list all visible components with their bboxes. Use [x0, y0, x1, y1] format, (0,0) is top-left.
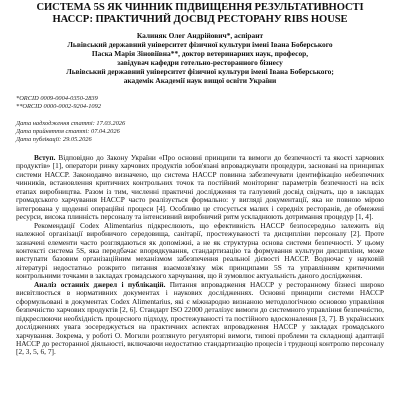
article-dates	[16, 120, 384, 144]
article-title	[16, 2, 384, 25]
author-1-name: Калиняк Олег Андрійович*, аспірант	[136, 31, 264, 40]
literature-review-text: Питання впровадження НАССР у ресторанному бізнесі широко висвітлюється в нормативних документах і наукових дослідженнях. Основні принципи системи НАССР сформульовані в документах Codex Alimentarius, які є міжнародно визнаною методологічною основою управління безпечністю харчових продуктів [2, 6]. Стандарт ISO 22000 деталізує вимоги до системного управління безпечністю, підкреслюючи необхідність процесного підходу, простежуваності та постійного вдосконалення [3, 7]. В українських дослідженнях увага зосереджується на практичних аспектах впровадження НАССР у закладах громадського харчування. Зокрема, у роботі О. Могили розглянуто регуляторні вимоги, типові проблеми та складнощі адаптації НАССР до ресторанної діяльності, включаючи недостатню стандартизацію процесів і труднощі контролю персоналу [2, 3, 5, 6, 7].	[16, 279, 384, 357]
author-2-name: Паска Марія Зіновіївна**, доктор ветеринарних наук, професор,	[91, 49, 309, 58]
paragraph-codex: Рекомендації Codex Alimentarius підкреслюють, що ефективність НАССР безпосередньо залежить від належної організації виробничого середовища, санітарії, простежуваності та дисципліни персоналу [2]. Проте зазначені елементи часто розглядаються як допоміжні, а не як структурна основа системи безпечності. У цьому контексті система 5S, яка передбачає впорядкування, стандартизацію та формування культури дисципліни, може виступати базовим організаційним механізмом забезпечення реальної дієвості НАССР. Водночас у науковій літературі недостатньо розкрито питання взаємозв'язку між принципами 5S та управлінням критичними контрольними точками в закладах громадського харчування, що й зумовлює актуальність даного дослідження.	[16, 220, 384, 281]
date-received: Дата надходження статті: 17.03.2026	[16, 120, 126, 127]
author-block	[16, 31, 384, 85]
introduction-text: Відповідно до Закону України «Про основні принципи та вимоги до безпечності та якості харчових продуктів» [1], оператори ринку харчових продуктів зобов'язані впроваджувати процедури, засновані на принципах системи НАССР. Законодавчо визначено, що система НАССР повинна забезпечувати ідентифікацію небезпечних чинників, встановлення критичних контрольних точок та постійний моніторинг параметрів безпечності на всіх етапах виробництва. Разом із тим, численні практичні дослідження та галузевий досвід свідчать, що в закладах громадського харчування НАССР часто реалізується формально: у вигляді документації, яка не повною мірою інтегрована у щоденні операційні процеси [4]. Особливо це стосується малих і середніх ресторанів, де обмежені ресурси, висока плинність персоналу та інтенсивний виробничий ритм ускладнюють дотримання процедур [1, 4].	[16, 153, 384, 222]
paragraph-introduction	[16, 154, 384, 222]
author-1-affiliation: Львівський державний університет фізичної культури імені Івана Боберського	[67, 40, 333, 49]
paragraph-literature-review	[16, 281, 384, 357]
author-2-academy: академік Академії наук вищої освіти України	[123, 76, 277, 85]
title-line-1: СИСТЕМА 5S ЯК ЧИННИК ПІДВИЩЕННЯ РЕЗУЛЬТАТИВНОСТІ	[36, 2, 364, 13]
date-accepted: Дата прийняття статті: 07.04.2026	[16, 128, 120, 135]
orcid-author-2: **ORCID 0000-0002-9204-1092	[16, 103, 102, 110]
orcid-author-1: *ORCID 0009-0004-0350-2839	[16, 95, 98, 102]
title-line-2: НАССР: ПРАКТИЧНИЙ ДОСВІД РЕСТОРАНУ RIBS HOUSE	[52, 13, 348, 25]
introduction-heading: Вступ.	[34, 153, 56, 162]
author-2-position: завідувач кафедри готельно-ресторанного бізнесу	[117, 58, 283, 67]
literature-review-heading: Аналіз останніх джерел і публікацій.	[34, 279, 166, 289]
date-published: Дата публікації: 29.05.2026	[16, 136, 92, 143]
orcid-block	[16, 95, 384, 111]
article-body	[16, 154, 384, 357]
author-2-affiliation: Львівський державний університет фізичної культури імені Івана Боберського;	[66, 67, 334, 76]
